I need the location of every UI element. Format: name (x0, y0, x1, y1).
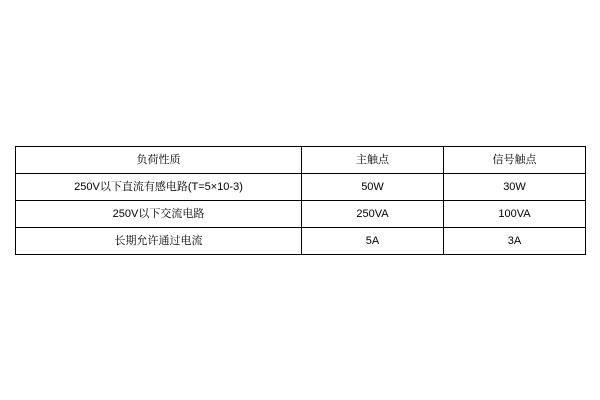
contact-capacity-table (15, 146, 586, 255)
table-row (16, 228, 586, 255)
table-cell-signal-contact: 3A (444, 228, 586, 255)
table-header-cell-main-contact: 主触点 (302, 147, 444, 174)
table-cell-load-type: 长期允许通过电流 (16, 228, 302, 255)
spec-table-container (15, 146, 585, 255)
table-cell-load-type: 250V以下直流有感电路(T=5×10-3) (16, 174, 302, 201)
table-cell-main-contact: 250VA (302, 201, 444, 228)
table-row (16, 201, 586, 228)
table-row (16, 174, 586, 201)
table-cell-signal-contact: 100VA (444, 201, 586, 228)
table-cell-load-type: 250V以下交流电路 (16, 201, 302, 228)
table-cell-signal-contact: 30W (444, 174, 586, 201)
table-cell-main-contact: 5A (302, 228, 444, 255)
table-header-cell-load-type: 负荷性质 (16, 147, 302, 174)
table-header-row (16, 147, 586, 174)
table-cell-main-contact: 50W (302, 174, 444, 201)
table-header-cell-signal-contact: 信号触点 (444, 147, 586, 174)
